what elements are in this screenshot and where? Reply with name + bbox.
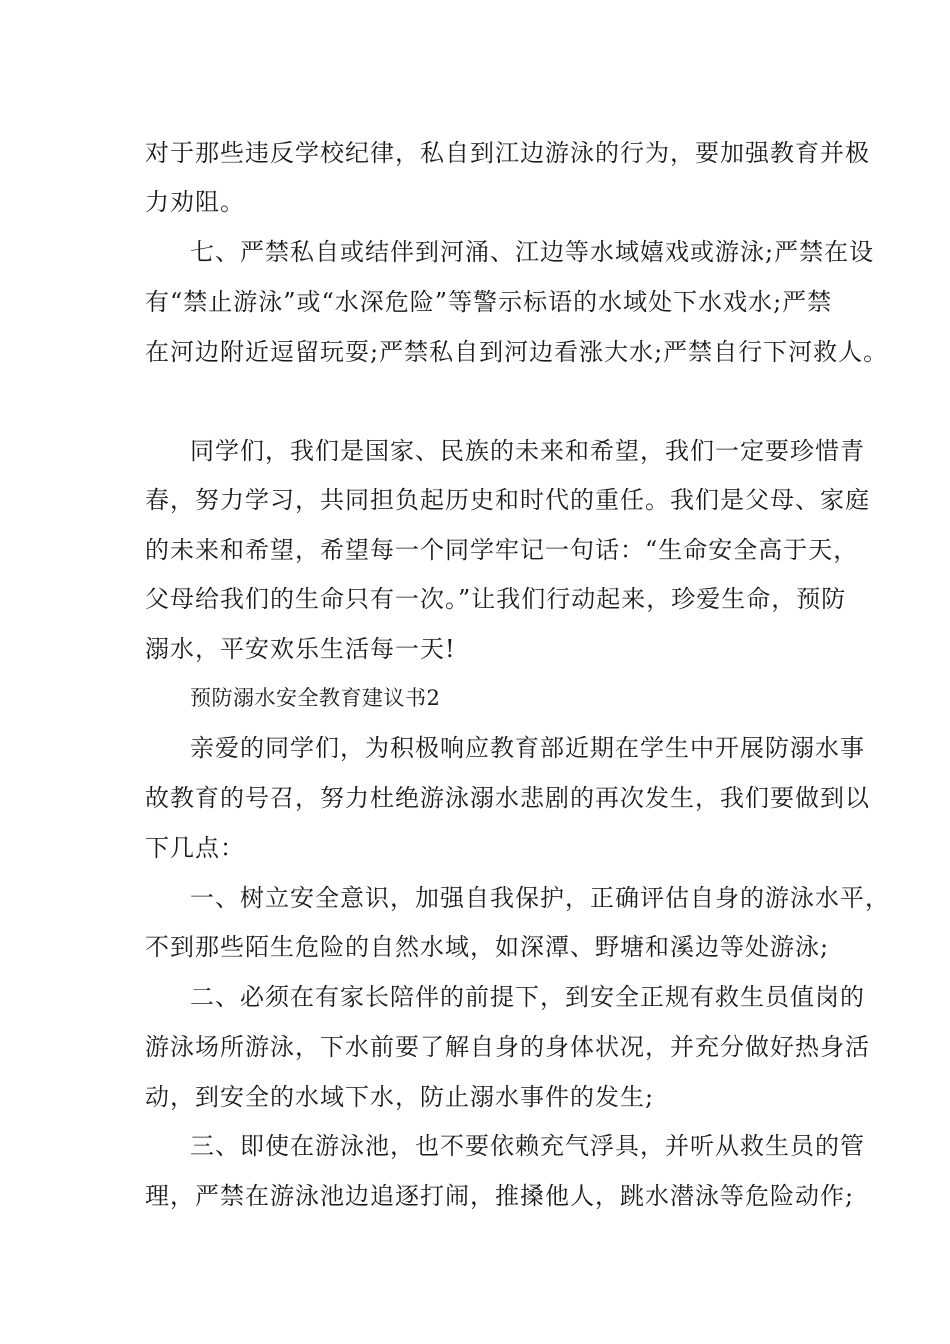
text-line: 一、树立安全意识，加强自我保护，正确评估自身的游泳水平， bbox=[190, 884, 890, 912]
text-line: 故教育的号召，努力杜绝游泳溺水悲剧的再次发生，我们要做到以 bbox=[145, 784, 870, 812]
text-line: 力劝阻。 bbox=[145, 188, 245, 216]
text-line: 的未来和希望，希望每一个同学牢记一句话：“生命安全高于天， bbox=[145, 536, 859, 564]
text-line: 春，努力学习，共同担负起历史和时代的重任。我们是父母、家庭 bbox=[145, 486, 870, 514]
text-line: 对于那些违反学校纪律，私自到江边游泳的行为，要加强教育并极 bbox=[145, 139, 870, 167]
text-line: 二、必须在有家长陪伴的前提下，到安全正规有救生员值岗的 bbox=[190, 983, 865, 1011]
text-line: 动，到安全的水域下水，防止溺水事件的发生; bbox=[145, 1083, 655, 1111]
text-line: 三、即使在游泳池，也不要依赖充气浮具，并听从救生员的管 bbox=[190, 1132, 865, 1160]
text-line: 父母给我们的生命只有一次。”让我们行动起来，珍爱生命，预防 bbox=[145, 585, 847, 613]
text-line: 游泳场所游泳，下水前要了解自身的身体状况，并充分做好热身活 bbox=[145, 1033, 870, 1061]
text-line: 不到那些陌生危险的自然水域，如深潭、野塘和溪边等处游泳; bbox=[145, 933, 830, 961]
text-line: 同学们，我们是国家、民族的未来和希望，我们一定要珍惜青 bbox=[190, 437, 865, 465]
text-line: 理，严禁在游泳池边追逐打闹，推搡他人，跳水潜泳等危险动作; bbox=[145, 1182, 855, 1210]
section-title: 预防溺水安全教育建议书2 bbox=[190, 686, 441, 710]
text-line: 七、严禁私自或结伴到河涌、江边等水域嬉戏或游泳;严禁在设 bbox=[190, 238, 875, 266]
text-line: 亲爱的同学们，为积极响应教育部近期在学生中开展防溺水事 bbox=[190, 734, 865, 762]
text-line: 溺水，平安欢乐生活每一天! bbox=[145, 635, 456, 663]
text-line: 在河边附近逗留玩耍;严禁私自到河边看涨大水;严禁自行下河救人。 bbox=[145, 338, 889, 366]
text-line: 有“禁止游泳”或“水深危险”等警示标语的水域处下水戏水;严禁 bbox=[145, 288, 833, 316]
text-line: 下几点： bbox=[145, 834, 245, 862]
